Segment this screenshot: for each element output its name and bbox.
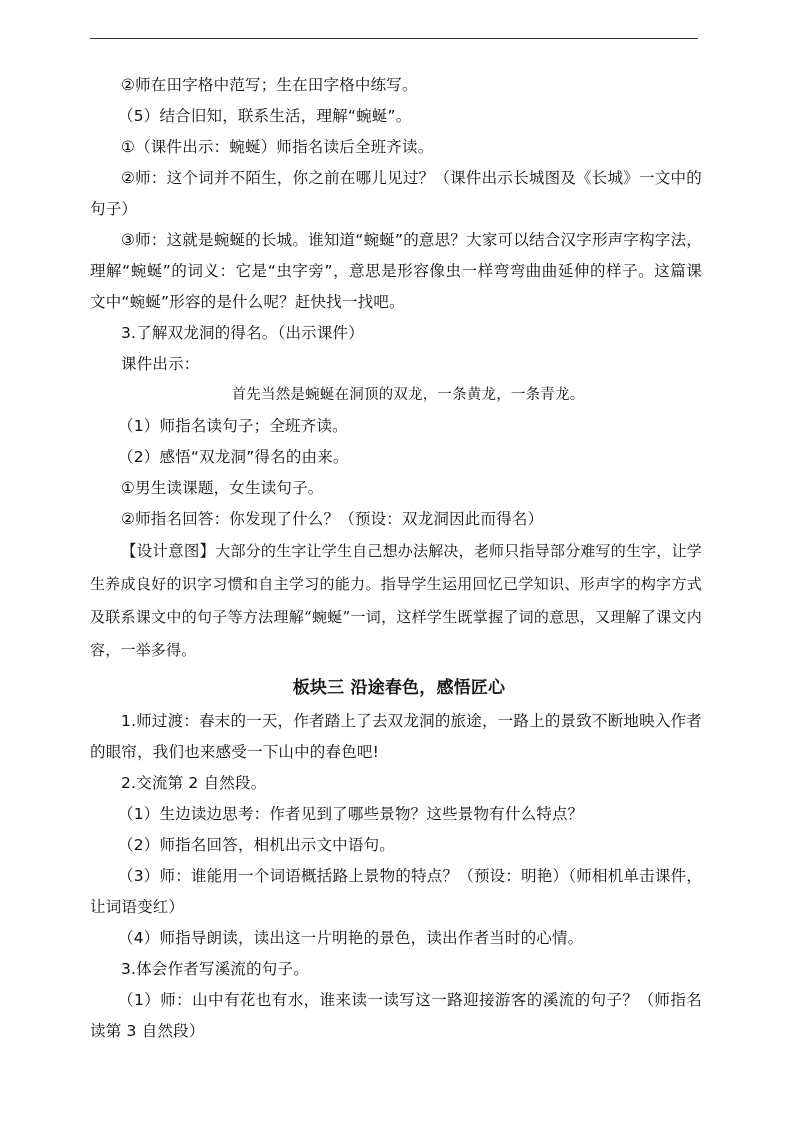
- paragraph: 课件出示：: [121, 355, 200, 373]
- design-intent-note: [90, 535, 702, 667]
- section-heading: 板块三 沿途春色，感悟匠心: [292, 678, 506, 698]
- paragraph: （1）师：山中有花也有水，谁来读一读写这一路迎接游客的溪流的句子？（师指名读第 3 自然段）: [90, 991, 702, 1040]
- paragraph: （2）师指名回答，相机出示文中语句。: [118, 836, 395, 854]
- paragraph: 2.交流第 2 自然段。: [121, 774, 267, 792]
- paragraph: （1）师指名读句子；全班齐读。: [118, 417, 348, 435]
- paragraph: （1）生边读边思考：作者见到了哪些景物？这些景物有什么特点？: [118, 805, 584, 823]
- paragraph: ①（课件出示：蜿蜒）师指名读后全班齐读。: [121, 138, 434, 156]
- paragraph: （5）结合旧知，联系生活，理解“蜿蜒”。: [118, 107, 412, 125]
- courseware-quote: 首先当然是蜿蜒在洞顶的双龙，一条黄龙，一条青龙。: [231, 387, 585, 403]
- paragraph: （2）感悟“双龙洞”得名的由来。: [118, 448, 349, 466]
- paragraph: （3）师：谁能用一个词语概括路上景物的特点？（预设：明艳）（师相机单击课件，让词语变红）: [90, 867, 702, 916]
- paragraph: ②师指名回答：你发现了什么？（预设：双龙洞因此而得名）: [121, 510, 544, 528]
- paragraph: 3.了解双龙洞的得名。（出示课件）: [121, 324, 364, 342]
- paragraph: ②师在田字格中范写；生在田字格中练写。: [121, 76, 418, 94]
- design-intent-text: 大部分的生字让学生自己想办法解决，老师只指导部分难写的生字，让学生养成良好的识字习惯和自主学习的能力。指导学生运用回忆已学知识、形声字的构字方式及联系课文中的句子等方法理解“蜿蜒”一词，这样学生既掌握了词的意思，又理解了课文内容，一举多得。: [90, 542, 702, 659]
- paragraph: 1.师过渡：春末的一天，作者踏上了去双龙洞的旅途，一路上的景致不断地映入作者的眼帘，我们也来感受一下山中的春色吧!: [90, 712, 702, 761]
- paragraph: （4）师指导朗读，读出这一片明艳的景色，读出作者当时的心情。: [118, 929, 584, 947]
- header-rule: [90, 38, 698, 39]
- paragraph: ②师：这个词并不陌生，你之前在哪儿见过？（课件出示长城图及《长城》一文中的句子）: [90, 169, 702, 218]
- paragraph: 3.体会作者写溪流的句子。: [121, 960, 309, 978]
- paragraph: ①男生读课题，女生读句子。: [121, 479, 324, 497]
- paragraph: ③师：这就是蜿蜒的长城。谁知道“蜿蜒”的意思？大家可以结合汉字形声字构字法，理解“蜿蜒”的词义：它是“虫字旁”，意思是形容像虫一样弯弯曲曲延伸的样子。这篇课文中“蜿蜒”形容的是什么呢？赶快找一找吧。: [90, 231, 702, 311]
- design-intent-tag: 【设计意图】: [121, 542, 216, 560]
- document-body: [90, 70, 702, 1047]
